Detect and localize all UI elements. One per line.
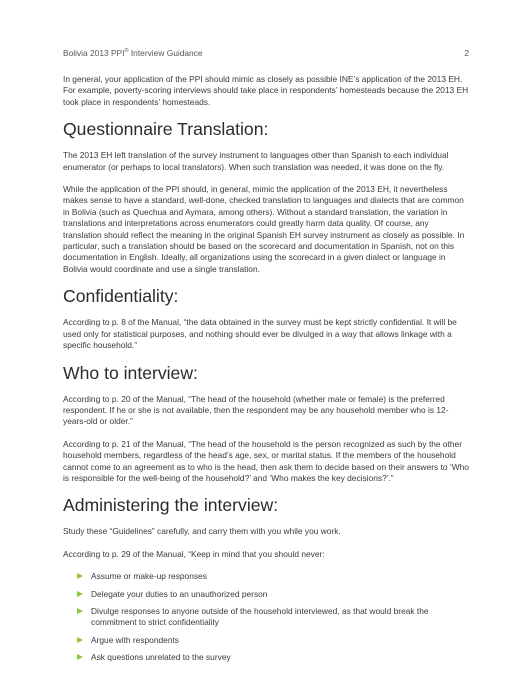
intro-paragraph: In general, your application of the PPI should mimic as closely as possible INE’s application of the 2013 EH. For example, poverty-scoring interviews should take place in respondents’ homesteads because the 2013 EH took place in respondents’ homesteads.: [63, 74, 469, 107]
header-title: Bolivia 2013 PPI® Interview Guidance: [63, 48, 203, 58]
triangle-bullet-icon: [77, 591, 83, 597]
heading-who-to-interview: Who to interview:: [63, 362, 198, 383]
triangle-bullet-icon: [77, 608, 83, 614]
heading-confidentiality: Confidentiality:: [63, 286, 179, 307]
triangle-bullet-icon: [77, 637, 83, 643]
translation-paragraph-2: While the application of the PPI should, in general, mimic the application of the 2013 EH, it nevertheless makes sense to have a standard, well-done, checked translation to languages and dialects that are common in Bolivia (such as Quechua and Aymara, among others). Without a standard translation, the variation in translations and interpretations across enumerators could greatly harm data quality. Of course, any translation should reflect the meaning in the original Spanish EH survey instrument as closely as possible. In particular, such a translation should be based on the scorecard and documentation in Spanish, not on this documentation in English. Ideally, all organizations using the scorecard in a given dialect or language in Bolivia would coordinate and use a single translation.: [63, 184, 465, 274]
who-paragraph-1: According to p. 20 of the Manual, “The head of the household (whether male or female) is the preferred respondent. If he or she is not available, then the respondent may be any household member who is 12-years-old or older.”: [63, 393, 449, 427]
page-number: 2: [464, 48, 469, 58]
list-item: Assume or make-up responses: [77, 571, 469, 582]
list-item: Divulge responses to anyone outside of the household interviewed, as that would break the commitment to strict confidentiality: [77, 606, 469, 629]
confidentiality-paragraph: According to p. 8 of the Manual, “the data obtained in the survey must be kept strictly confidential. It will be used only for statistical purposes, and nothing should ever be divulged in a way that allows linkage with a specific household.”: [63, 317, 457, 351]
list-item: Ask questions unrelated to the survey: [77, 652, 469, 663]
running-header: [63, 48, 469, 58]
never-list: [63, 571, 469, 663]
triangle-bullet-icon: [77, 573, 83, 579]
heading-questionnaire-translation: Questionnaire Translation:: [63, 119, 269, 140]
list-item: Delegate your duties to an unauthorized person: [77, 589, 469, 600]
heading-administering-interview: Administering the interview:: [63, 495, 279, 516]
page-content: [63, 74, 469, 670]
who-paragraph-2: According to p. 21 of the Manual, “The head of the household is the person recognized as such by the other household members, regardless of the head’s age, sex, or marital status. If the members of the household cannot come to an agreement as to who is the head, then ask them to decide based on their answers to ‘Who is responsible for the well-being of the household?’ and ‘Who makes the key decisions?’.”: [63, 438, 469, 483]
list-item: Argue with respondents: [77, 635, 469, 646]
administering-paragraph-1: Study these “Guidelines” carefully, and carry them with you while you work.: [63, 526, 341, 537]
translation-paragraph-1: The 2013 EH left translation of the survey instrument to languages other than Spanish to each individual enumerator (or perhaps to local translators). When such translation was needed, it was done on the fly.: [63, 150, 449, 172]
triangle-bullet-icon: [77, 654, 83, 660]
administering-paragraph-2: According to p. 29 of the Manual, “Keep in mind that you should never:: [63, 548, 325, 559]
